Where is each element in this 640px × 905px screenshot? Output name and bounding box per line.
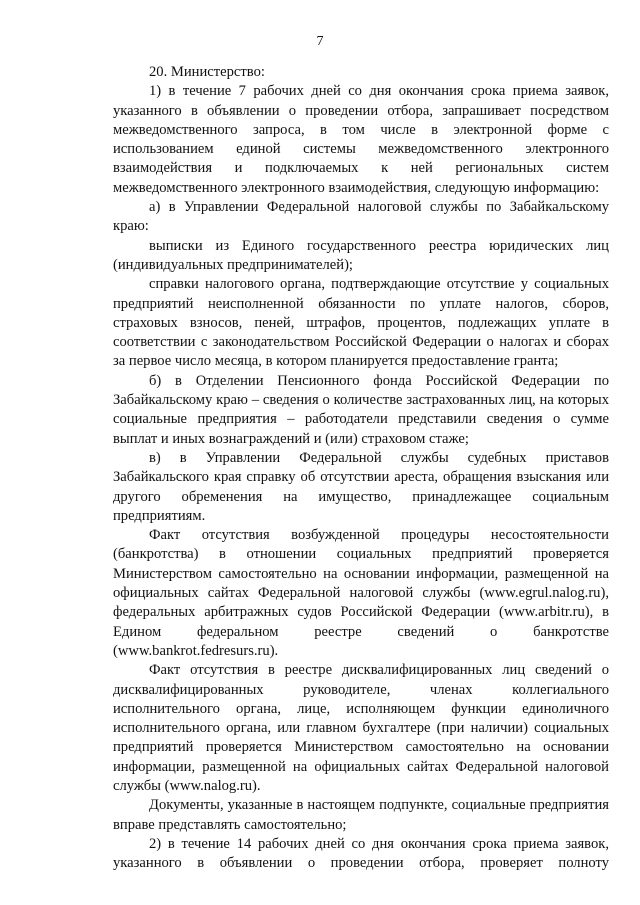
paragraph-item-1c: в) в Управлении Федеральной службы судебных приставов Забайкальского края справку об отсутствии ареста, обращения взыскания или другого обременения на имущество, принадлежащее социальным предприятиям. [113, 449, 609, 524]
paragraph-ministry-heading: 20. Министерство: [149, 64, 265, 80]
paragraph-documents-note: Документы, указанные в настоящем подпункте, социальные предприятия вправе представлять самостоятельно; [113, 797, 609, 833]
paragraph-item-1a: а) в Управлении Федеральной налоговой службы по Забайкальскому краю: [113, 199, 609, 235]
document-body [113, 63, 609, 873]
paragraph-tax-certificates: справки налогового органа, подтверждающие отсутствие у социальных предприятий неисполненной обязанности по уплате налогов, сборов, страховых взносов, пеней, штрафов, процентов, подлежащих уплате в соответствии с законодательством Российской Федерации о налогах и сборах за первое число месяца, в котором планируется предоставление гранта; [113, 276, 609, 370]
paragraph-item-2: 2) в течение 14 рабочих дней со дня окончания срока приема заявок, указанного в объявлении о проведении отбора, проверяет полноту [113, 835, 609, 872]
paragraph-item-1: 1) в течение 7 рабочих дней со дня окончания срока приема заявок, указанного в объявлении о проведении отбора, запрашивает посредством межведомственного запроса, в том числе в электронной форме с использованием единой системы межведомственного электронного взаимодействия и подключаемых к ней региональных систем межведомственного электронного взаимодействия, следующую информацию: [113, 83, 609, 196]
paragraph-egrul-extracts: выписки из Единого государственного реестра юридических лиц (индивидуальных предпринимателей); [113, 237, 609, 273]
paragraph-item-1b: б) в Отделении Пенсионного фонда Российской Федерации по Забайкальскому краю – сведения о количестве застрахованных лиц, на которых социальные предприятия – работодатели представили сведения о сумме выплат и иных вознаграждений и (или) страховом стаже; [113, 372, 609, 447]
page-number: 7 [316, 34, 324, 49]
paragraph-bankruptcy-check: Факт отсутствия возбужденной процедуры несостоятельности (банкротства) в отношении социальных предприятий проверяется Министерством самостоятельно на основании информации, размещенной на официальных сайтах Федеральной налоговой службы (www.egrul.nalog.ru), федеральных арбитражных судов Российской Федерации (www.arbitr.ru), в Едином федеральном реестре сведений о банкротстве (www.bankrot.fedresurs.ru). [113, 527, 609, 659]
paragraph-disqualified-check: Факт отсутствия в реестре дисквалифицированных лиц сведений о дисквалифицированных руководителе, членах коллегиального исполнительного органа, лице, исполняющем функции единоличного исполнительного органа, или главном бухгалтере (при наличии) социальных предприятий проверяется Министерством самостоятельно на основании информации, размещенной на официальных сайтах Федеральной налоговой службы (www.nalog.ru). [113, 662, 609, 794]
